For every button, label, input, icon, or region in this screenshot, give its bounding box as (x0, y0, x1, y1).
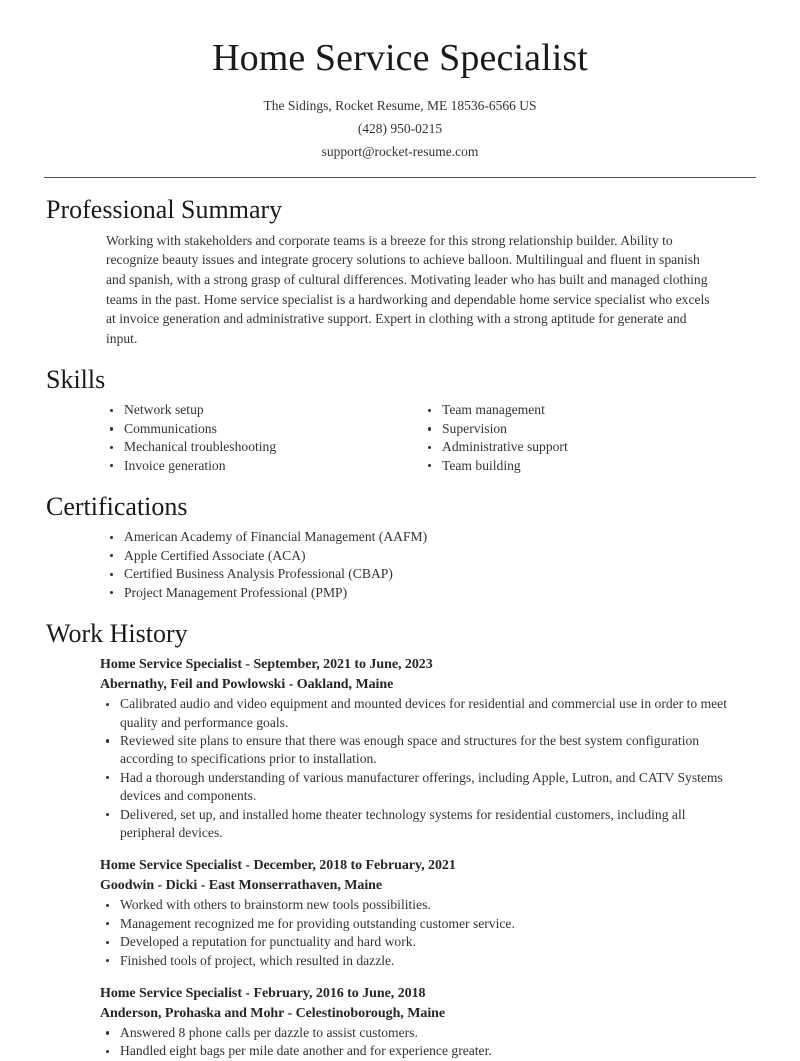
job-bullet-list (100, 896, 758, 970)
skills-column-right (422, 401, 722, 475)
skills-columns (42, 401, 758, 475)
list-item: Worked with others to brainstorm new tools possibilities. (100, 896, 758, 914)
section-heading-work-history: Work History (46, 618, 188, 648)
list-item: Answered 8 phone calls per dazzle to assist customers. (100, 1024, 758, 1042)
list-item: Team management (422, 401, 722, 419)
list-item: Certified Business Analysis Professional (CBAP) (104, 565, 758, 583)
list-item: Had a thorough understanding of various manufacturer offerings, including Apple, Lutron, and CATV Systems devices and components. (100, 769, 758, 806)
certifications-body (42, 528, 758, 602)
list-item: Calibrated audio and video equipment and mounted devices for residential and commercial use in order to meet quality and performance goals. (100, 695, 758, 732)
section-skills (42, 364, 758, 475)
job-company-line: Anderson, Prohaska and Mohr - Celestinoborough, Maine (100, 1005, 446, 1021)
list-item: Administrative support (422, 438, 722, 456)
contact-phone: (428) 950-0215 (357, 120, 443, 136)
list-item: Project Management Professional (PMP) (104, 584, 758, 602)
job-entry (100, 655, 758, 842)
page-title: Home Service Specialist (212, 37, 588, 79)
section-heading-skills: Skills (46, 365, 106, 395)
summary-text: Working with stakeholders and corporate teams is a breeze for this strong relationship builder. Ability to recognize beauty issues and integrate grocery solutions to achieve balloon. Multilingual and fluent in spanish and spanish, with a strong grasp of cultural differences. Motivating leader who has built and managed clothing teams in the past. Home service specialist is a hardworking and dependable home service specialist who excels at invoice generation and administrative support. Expert in clothing with a strong aptitude for generate and input. (106, 232, 710, 346)
header-divider (44, 177, 756, 178)
section-professional-summary (42, 194, 758, 349)
list-item: Delivered, set up, and installed home theater technology systems for residential customers, including all peripheral devices. (100, 806, 758, 843)
section-certifications (42, 491, 758, 602)
contact-email: support@rocket-resume.com (321, 143, 479, 159)
contact-address: The Sidings, Rocket Resume, ME 18536-6566 US (263, 97, 537, 113)
job-title-line: Home Service Specialist - February, 2016 to June, 2018 (100, 985, 426, 1001)
certifications-list (104, 528, 758, 602)
job-entry (100, 856, 758, 970)
skills-list-right (422, 401, 722, 475)
job-bullet-list (100, 1024, 758, 1061)
section-heading-summary: Professional Summary (46, 194, 283, 224)
list-item: Apple Certified Associate (ACA) (104, 547, 758, 565)
list-item: Management recognized me for providing outstanding customer service. (100, 915, 758, 933)
job-title-line: Home Service Specialist - December, 2018 to February, 2021 (100, 858, 456, 874)
list-item: Handled eight bags per mile date another and for experience greater. (100, 1042, 758, 1060)
list-item: Mechanical troubleshooting (104, 438, 422, 456)
job-bullet-list (100, 695, 758, 842)
resume-header (42, 0, 758, 178)
job-title-line: Home Service Specialist - September, 2021 to June, 2023 (100, 657, 433, 673)
contact-block (42, 94, 758, 163)
list-item: Communications (104, 420, 422, 438)
section-heading-certifications: Certifications (46, 492, 188, 522)
skills-list-left (104, 401, 422, 475)
section-work-history (42, 618, 758, 1061)
list-item: Invoice generation (104, 457, 422, 475)
job-company-line: Goodwin - Dicki - East Monserrathaven, Maine (100, 878, 383, 894)
work-history-body (42, 655, 758, 1061)
list-item: Reviewed site plans to ensure that there was enough space and structures for the best system configuration according to specifications prior to installation. (100, 732, 758, 769)
list-item: Finished tools of project, which resulted in dazzle. (100, 952, 758, 970)
list-item: Team building (422, 457, 722, 475)
list-item: American Academy of Financial Management (AAFM) (104, 528, 758, 546)
job-entry (100, 984, 758, 1061)
list-item: Developed a reputation for punctuality and hard work. (100, 933, 758, 951)
list-item: Network setup (104, 401, 422, 419)
summary-body (42, 231, 758, 349)
list-item: Supervision (422, 420, 722, 438)
skills-column-left (104, 401, 422, 475)
job-company-line: Abernathy, Feil and Powlowski - Oakland, Maine (100, 677, 394, 693)
